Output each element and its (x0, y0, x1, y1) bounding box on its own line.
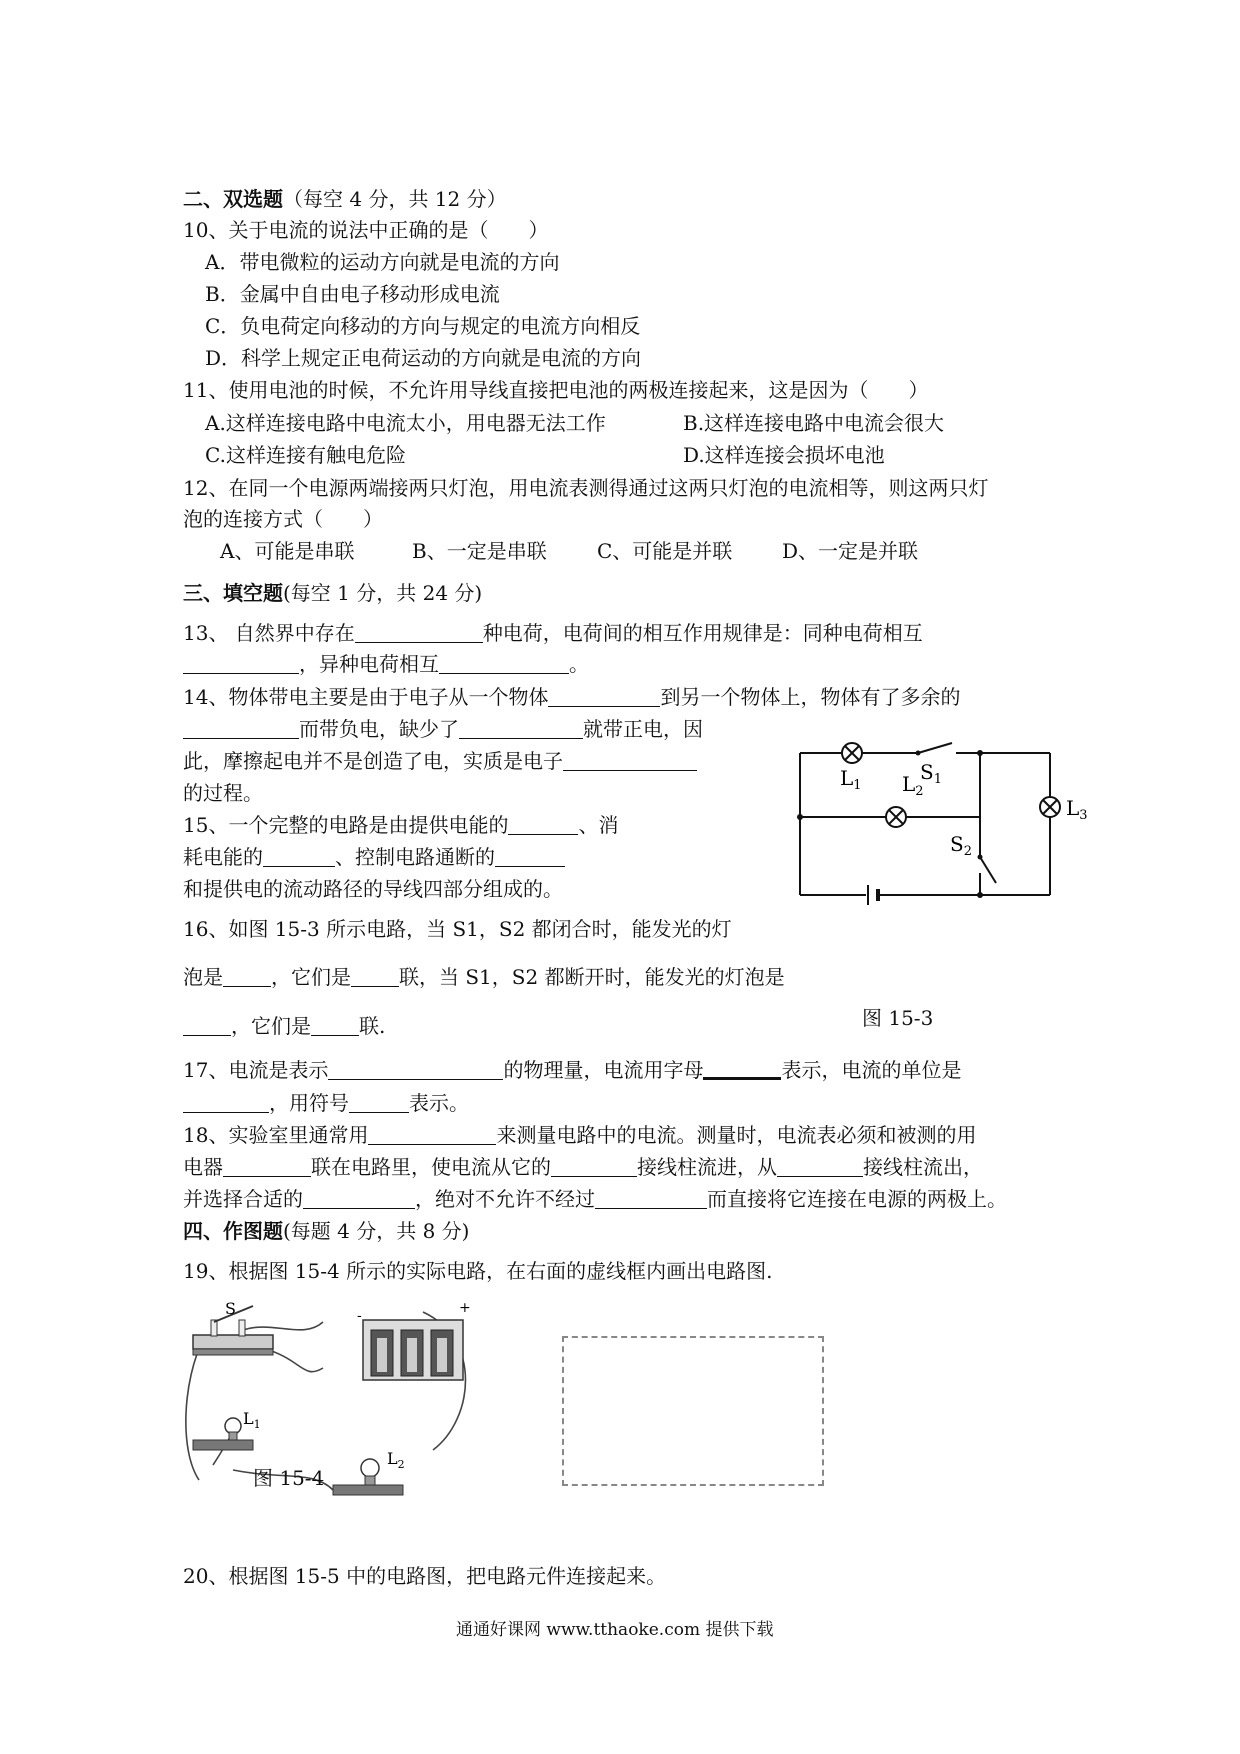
q16-text: 联. (359, 1014, 386, 1038)
q15-text: 耗电能的 (183, 845, 263, 869)
answer-blank[interactable] (508, 814, 578, 835)
section-title: 三、填空题 (183, 581, 283, 605)
switch-s1 (916, 743, 953, 756)
footer-text: 通通好课网 www.tthaoke.com 提供下载 (456, 1620, 774, 1640)
answer-blank[interactable] (595, 1188, 707, 1209)
physical-circuit-15-4 (183, 1300, 503, 1510)
q15-text: 15、一个完整的电路是由提供电能的 (183, 813, 509, 837)
q16-line2 (183, 964, 785, 990)
section-note: (每题 4 分，共 8 分) (283, 1219, 470, 1243)
answer-blank[interactable] (183, 1015, 231, 1036)
lamp-l3-icon (1040, 797, 1060, 817)
q13-text: 种电荷，电荷间的相互作用规律是：同种电荷相互 (482, 621, 923, 645)
q11-stem: 11、使用电池的时候，不允许用导线直接把电池的两极连接起来，这是因为（ ） (183, 378, 929, 402)
answer-blank[interactable] (183, 653, 299, 674)
lamp-l2-icon (886, 807, 906, 827)
answer-blank[interactable] (263, 846, 335, 867)
q17-text: 表示。 (409, 1091, 469, 1115)
label-minus: - (357, 1308, 362, 1324)
answer-blank[interactable] (349, 1092, 409, 1113)
answer-blank[interactable] (328, 1059, 503, 1080)
q12-option-c: C、可能是并联 (597, 539, 733, 563)
q13-text: 。 (569, 652, 589, 676)
q18-line2 (183, 1154, 983, 1180)
q17-text: 17、电流是表示 (183, 1058, 329, 1082)
q16-text: 联，当 S1，S2 都断开时，能发光的灯泡是 (399, 965, 785, 989)
junction-dot (977, 892, 983, 898)
q18-text: 来测量电路中的电流。测量时，电流表必须和被测的用 (496, 1123, 977, 1147)
q14-line1 (183, 684, 960, 710)
q17-text: 表示，电流的单位是 (781, 1058, 962, 1082)
section-note: （每空 4 分，共 12 分） (283, 187, 507, 211)
q18-text: ，绝对不允许不经过 (415, 1187, 595, 1211)
answer-blank[interactable] (303, 1188, 415, 1209)
answer-blank[interactable] (351, 966, 399, 987)
q11-option-a: A.这样连接电路中电流太小，用电器无法工作 (205, 411, 606, 435)
label-s2: $S_2$ (950, 832, 972, 859)
lamp-l1-icon (842, 743, 862, 763)
answer-blank[interactable] (223, 1156, 311, 1177)
q13-text: 13、 自然界中存在 (183, 621, 355, 645)
q15-line2 (183, 844, 565, 870)
q13-line1 (183, 620, 923, 646)
answer-blank[interactable] (563, 750, 697, 771)
q17-text: 的物理量，电流用字母 (503, 1058, 704, 1082)
section-4-heading (183, 1218, 469, 1244)
q10-option-a: A．带电微粒的运动方向就是电流的方向 (205, 250, 560, 274)
q19-stem: 19、根据图 15-4 所示的实际电路，在右面的虚线框内画出电路图. (183, 1259, 773, 1283)
answer-blank[interactable] (439, 653, 569, 674)
q15-line1 (183, 812, 618, 838)
section-2-heading (183, 186, 507, 212)
q12-option-d: D、一定是并联 (782, 539, 919, 563)
answer-blank[interactable] (548, 686, 660, 707)
q10-option-c: C．负电荷定向移动的方向与规定的电流方向相反 (205, 314, 641, 338)
answer-blank[interactable] (459, 718, 583, 739)
q18-text: 18、实验室里通常用 (183, 1123, 369, 1147)
q14-text: 到另一个物体上，物体有了多余的 (660, 685, 961, 709)
q12-option-a: A、可能是串联 (220, 539, 355, 563)
q10-option-d: D．科学上规定正电荷运动的方向就是电流的方向 (205, 346, 642, 370)
answer-blank[interactable] (551, 1156, 637, 1177)
q12-option-b: B、一定是串联 (412, 539, 547, 563)
q14-text: 14、物体带电主要是由于电子从一个物体 (183, 685, 549, 709)
battery-pack-icon (363, 1320, 463, 1380)
answer-blank[interactable] (777, 1156, 863, 1177)
q14-line2 (183, 716, 703, 742)
section-note: (每空 1 分，共 24 分) (283, 581, 483, 605)
q16-text: ，它们是 (231, 1014, 311, 1038)
figure-15-4-caption: 图 15-4 (253, 1466, 325, 1490)
q15-text: 、消 (578, 813, 619, 837)
q18-text: 电器 (183, 1155, 223, 1179)
q14-text: 就带正电，因 (583, 717, 703, 741)
section-title: 二、双选题 (183, 187, 283, 211)
q12-stem-line2: 泡的连接方式（ ） (183, 507, 383, 531)
q18-line3 (183, 1186, 1007, 1212)
answer-blank[interactable] (355, 622, 483, 643)
q18-text: 接线柱流进，从 (637, 1155, 777, 1179)
q11-option-c: C.这样连接有触电危险 (205, 443, 406, 467)
label-s1: $S_1$ (920, 760, 942, 787)
battery-icon (868, 885, 878, 905)
q17-text: ，用符号 (269, 1091, 349, 1115)
q18-text: 而直接将它连接在电源的两极上。 (707, 1187, 1007, 1211)
label-l1: $L_1$ (243, 1409, 261, 1431)
dashed-drawing-box[interactable] (562, 1336, 824, 1486)
q14-text: 而带负电，缺少了 (299, 717, 459, 741)
q14-line3 (183, 748, 697, 774)
label-l2: $L_2$ (902, 772, 924, 799)
answer-blank[interactable] (703, 1057, 781, 1080)
label-l1: $L_1$ (840, 766, 862, 793)
q18-text: 并选择合适的 (183, 1187, 303, 1211)
q10-stem: 10、关于电流的说法中正确的是（ ） (183, 218, 549, 242)
q15-line3: 和提供电的流动路径的导线四部分组成的。 (183, 877, 563, 901)
label-l2: $L_2$ (387, 1449, 405, 1471)
q13-line2 (183, 651, 589, 677)
junction-dot (977, 750, 983, 756)
section-title: 四、作图题 (183, 1219, 283, 1243)
junction-dot (797, 814, 803, 820)
circuit-diagram-15-3 (790, 735, 1110, 905)
q14-text: 此，摩擦起电并不是创造了电，实质是电子 (183, 749, 563, 773)
q18-text: 接线柱流出， (863, 1155, 983, 1179)
q13-text: ，异种电荷相互 (299, 652, 439, 676)
q18-line1 (183, 1122, 976, 1148)
answer-blank[interactable] (183, 1092, 269, 1113)
q11-option-d: D.这样连接会损坏电池 (683, 443, 885, 467)
label-l3: $L_3$ (1066, 796, 1088, 823)
q10-option-b: B．金属中自由电子移动形成电流 (205, 282, 500, 306)
q14-line4: 的过程。 (183, 781, 263, 805)
q20-stem: 20、根据图 15-5 中的电路图，把电路元件连接起来。 (183, 1564, 667, 1588)
label-s: S (225, 1300, 236, 1318)
q17-line2 (183, 1090, 469, 1116)
q16-line3 (183, 1013, 385, 1039)
section-3-heading (183, 580, 482, 606)
figure-15-3-caption: 图 15-3 (862, 1006, 934, 1030)
q15-text: 、控制电路通断的 (335, 845, 495, 869)
q17-line1 (183, 1057, 961, 1083)
q11-option-b: B.这样连接电路中电流会很大 (683, 411, 945, 435)
label-plus: + (459, 1300, 471, 1316)
q12-stem-line1: 12、在同一个电源两端接两只灯泡，用电流表测得通过这两只灯泡的电流相等，则这两只灯 (183, 476, 989, 500)
answer-blank[interactable] (183, 718, 299, 739)
answer-blank[interactable] (495, 846, 565, 867)
q16-text: ，它们是 (271, 965, 351, 989)
answer-blank[interactable] (223, 966, 271, 987)
answer-blank[interactable] (311, 1015, 359, 1036)
q18-text: 联在电路里，使电流从它的 (311, 1155, 551, 1179)
answer-blank[interactable] (368, 1124, 496, 1145)
q16-text: 泡是 (183, 965, 223, 989)
q16-line1: 16、如图 15-3 所示电路，当 S1，S2 都闭合时，能发光的灯 (183, 917, 732, 941)
